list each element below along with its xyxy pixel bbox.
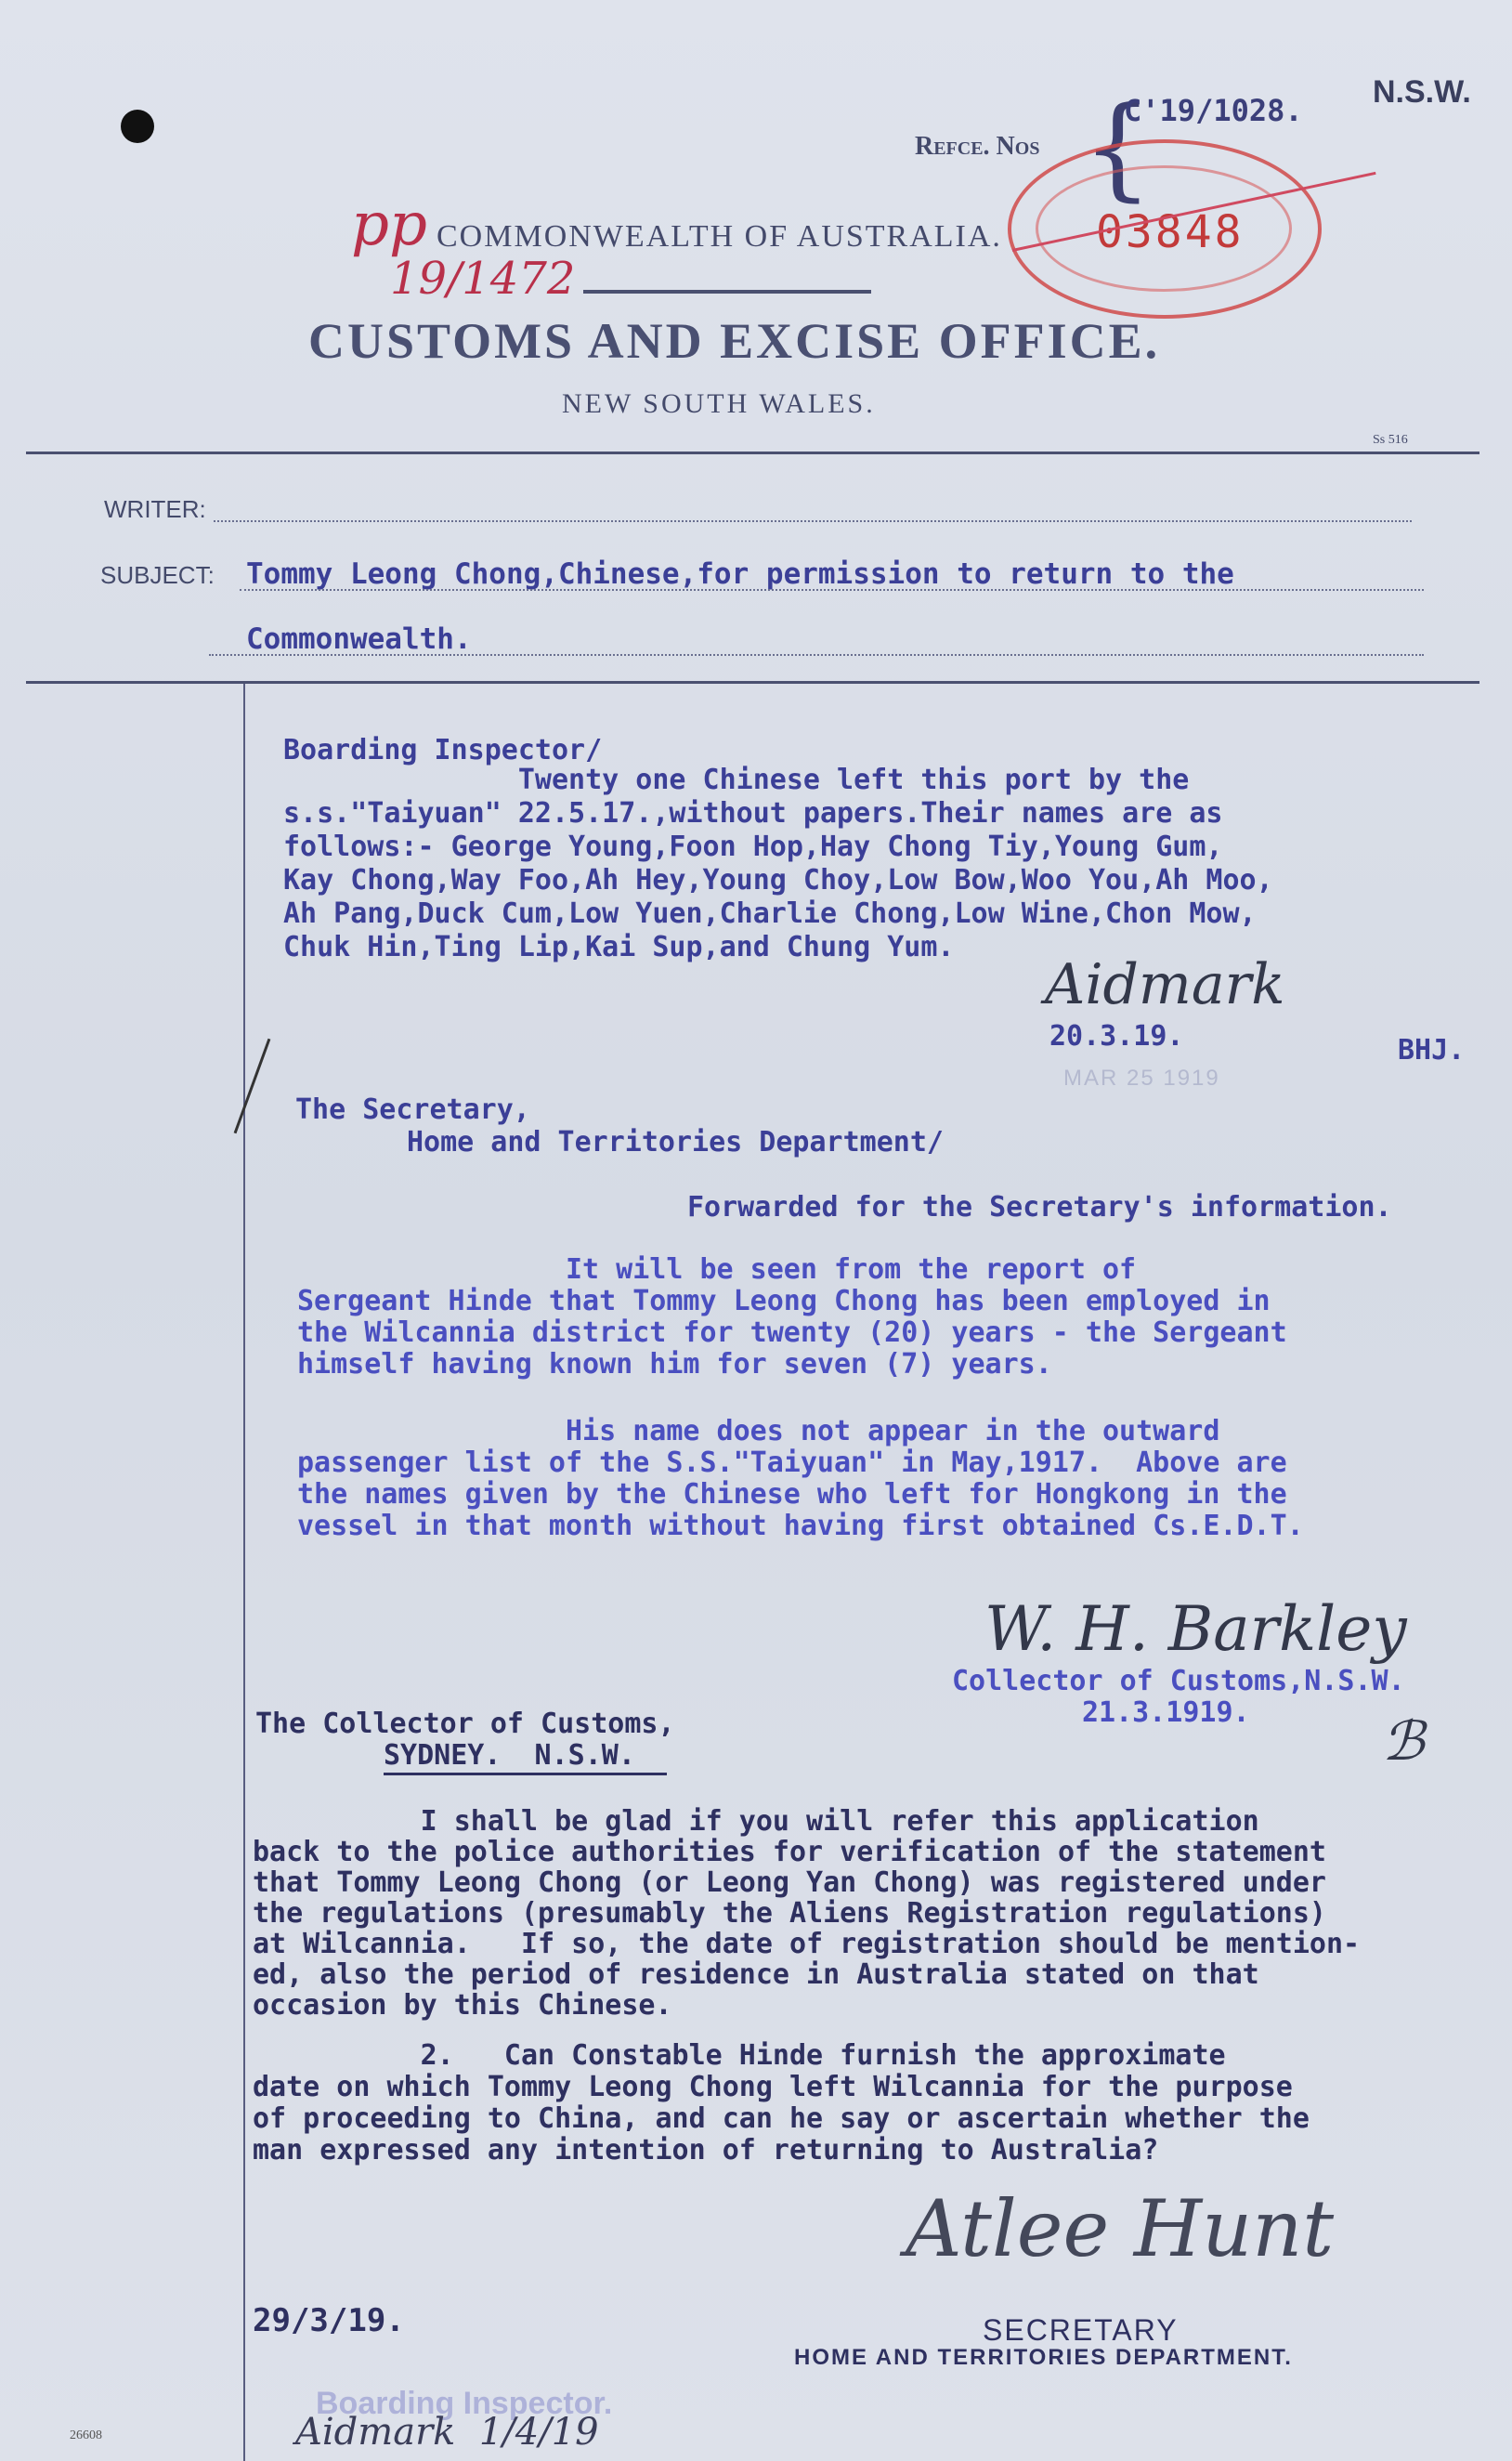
minute3-line: man expressed any intention of returning to Australia?: [253, 2134, 1159, 2166]
minute2-line: the names given by the Chinese who left for Hongkong in the: [297, 1478, 1287, 1511]
refce-label: Refce. Nos: [915, 132, 1040, 161]
minute3-line: 2. Can Constable Hinde furnish the approximate: [253, 2039, 1226, 2072]
writer-line: [214, 520, 1412, 522]
minute2-line: the Wilcannia district for twenty (20) years - the Sergeant: [297, 1316, 1287, 1349]
minute2-line: himself having known him for seven (7) years.: [297, 1348, 1052, 1381]
minute2-para1: [297, 1254, 1287, 1381]
ref-top-number: C'19/1028.: [1124, 93, 1303, 128]
minute2-line: passenger list of the S.S."Taiyuan" in May,1917. Above are: [297, 1446, 1287, 1479]
heading-rule: [583, 290, 871, 294]
margin-rule: [243, 684, 245, 2461]
minute1-body: [283, 764, 1273, 964]
minute3-line: ed, also the period of residence in Australia stated on that: [253, 1958, 1259, 1991]
minute1-line: follows:- George Young,Foon Hop,Hay Chong Tiy,Young Gum,: [283, 831, 1223, 863]
minute2-addressee-2: Home and Territories Department/: [407, 1126, 944, 1159]
minute2-title: Collector of Customs,N.S.W.: [952, 1665, 1405, 1697]
refce-brace: {: [1082, 84, 1154, 213]
footer-stamp: Boarding Inspector.: [316, 2386, 613, 2421]
minute2-margin-slash: [234, 1039, 271, 1134]
minute1-line: Kay Chong,Way Foo,Ah Hey,Young Choy,Low Bow,Woo You,Ah Moo,: [283, 864, 1273, 897]
office-heading: CUSTOMS AND EXCISE OFFICE.: [308, 313, 1161, 369]
minute3-addressee-2: SYDNEY. N.S.W.: [384, 1739, 635, 1772]
minute3-line: of proceeding to China, and can he say or ascertain whether the: [253, 2102, 1310, 2135]
stamp-number: 03848: [1096, 206, 1245, 258]
minute3-title-2: HOME AND TERRITORIES DEPARTMENT.: [794, 2345, 1293, 2370]
subject-line-1: Tommy Leong Chong,Chinese,for permission to return to the: [246, 557, 1234, 591]
minute2-forwarded: Forwarded for the Secretary's information.: [687, 1191, 1392, 1224]
minute2-addressee-1: The Secretary,: [295, 1093, 530, 1126]
punch-hole: [121, 110, 154, 143]
handwritten-initials: pp: [351, 190, 427, 259]
subject-line-2: Commonwealth.: [246, 622, 472, 656]
minute2-line: Sergeant Hinde that Tommy Leong Chong has been employed in: [297, 1285, 1271, 1317]
footer-handwritten: Aidmark 1/4/19: [295, 2411, 599, 2454]
handwritten-ref: 19/1472: [390, 253, 576, 305]
minute1-signature: Aidmark: [1045, 952, 1285, 1017]
state-heading: NEW SOUTH WALES.: [562, 388, 876, 419]
minute1-stamp-date: MAR 25 1919: [1063, 1066, 1220, 1091]
minute1-line: Ah Pang,Duck Cum,Low Yuen,Charlie Chong,Low Wine,Chon Mow,: [283, 897, 1257, 930]
minute3-line: I shall be glad if you will refer this application: [253, 1805, 1259, 1838]
minute3-line: at Wilcannia. If so, the date of registration should be mention-: [253, 1928, 1361, 1960]
minute2-initials-mark: ℬ: [1382, 1709, 1425, 1773]
minute1-line: Twenty one Chinese left this port by the: [283, 764, 1190, 796]
minute3-line: that Tommy Leong Chong (or Leong Yan Chong) was registered under: [253, 1866, 1326, 1899]
minute3-date: 29/3/19.: [253, 2302, 405, 2339]
nsw-corner-label: N.S.W.: [1373, 74, 1471, 110]
minute2-line: vessel in that month without having first obtained Cs.E.D.T.: [297, 1510, 1304, 1542]
subject-line-2-rule: [209, 654, 1424, 656]
minute2-para2: [297, 1416, 1304, 1542]
minute2-line: It will be seen from the report of: [297, 1253, 1137, 1286]
minute3-line: the regulations (presumably the Aliens Registration regulations): [253, 1897, 1326, 1930]
writer-label: WRITER:: [104, 495, 206, 523]
minute1-initials: BHJ.: [1398, 1034, 1466, 1067]
minute3-addressee-1: The Collector of Customs,: [255, 1708, 675, 1740]
minute3-para2: [253, 2040, 1310, 2166]
form-number: Ss 516: [1373, 433, 1408, 447]
minute3-title-1: SECRETARY: [983, 2313, 1179, 2347]
minute2-line: His name does not appear in the outward: [297, 1415, 1220, 1447]
minute1-line: s.s."Taiyuan" 22.5.17.,without papers.Their names are as: [283, 797, 1223, 830]
minute2-date: 21.3.1919.: [1082, 1696, 1250, 1729]
minute3-para1: [253, 1806, 1360, 2021]
footer-corner-number: 26608: [70, 2428, 102, 2442]
minute3-signature: Atlee Hunt: [906, 2183, 1335, 2274]
top-rule: [26, 452, 1479, 454]
minute3-line: date on which Tommy Leong Chong left Wilcannia for the purpose: [253, 2071, 1293, 2103]
subject-label: SUBJECT:: [100, 561, 215, 589]
minute1-date: 20.3.19.: [1049, 1020, 1184, 1053]
minute3-line: occasion by this Chinese.: [253, 1989, 672, 2022]
commonwealth-heading: COMMONWEALTH OF AUSTRALIA.: [437, 219, 1002, 254]
subject-line-1-rule: [240, 589, 1424, 591]
minute3-line: back to the police authorities for verification of the statement: [253, 1836, 1326, 1868]
minute1-addressee: Boarding Inspector/: [283, 734, 603, 766]
minute1-line: Chuk Hin,Ting Lip,Kai Sup,and Chung Yum.: [283, 931, 955, 963]
minute3-addressee-underline: [384, 1773, 667, 1775]
minute2-signature: W. H. Barkley: [984, 1593, 1407, 1665]
